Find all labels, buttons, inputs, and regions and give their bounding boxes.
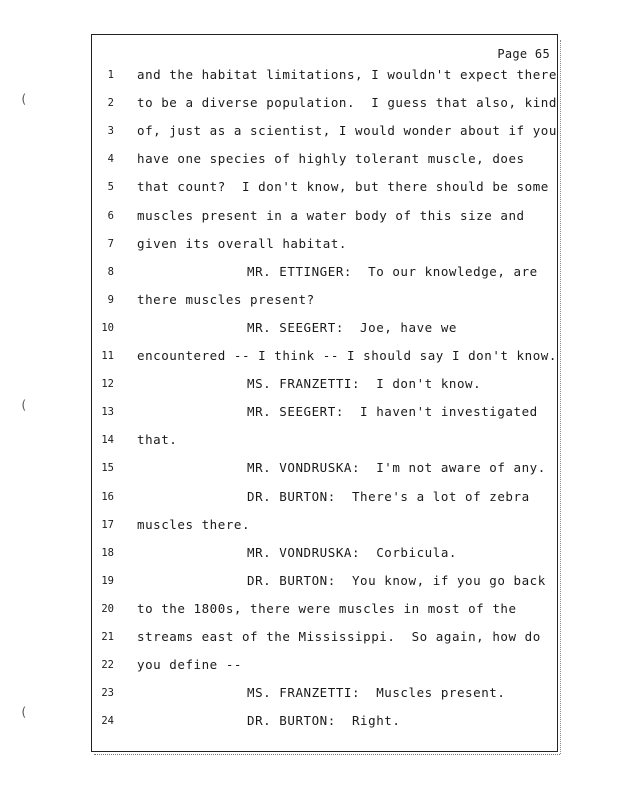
speaker-line-text: MS. FRANZETTI: Muscles present. xyxy=(247,685,506,701)
line-number: 21 xyxy=(101,631,114,643)
line-number: 7 xyxy=(107,237,114,250)
speaker-line-text: MR. SEEGERT: I haven't investigated xyxy=(247,404,538,420)
line-number: 19 xyxy=(101,574,114,587)
punch-hole-mark-middle: ( xyxy=(20,398,28,412)
line-text: that count? I don't know, but there should be some xyxy=(137,179,549,195)
line-number: 2 xyxy=(107,97,114,110)
transcript-line xyxy=(0,376,560,394)
line-number: 15 xyxy=(101,462,114,475)
line-number: 14 xyxy=(101,434,114,447)
line-number: 5 xyxy=(107,181,114,194)
line-text: of, just as a scientist, I would wonder about if you xyxy=(137,123,557,139)
line-text: to the 1800s, there were muscles in most of the xyxy=(137,600,517,616)
speaker-line-text: DR. BURTON: You know, if you go back xyxy=(247,572,546,588)
transcript-line xyxy=(0,713,560,731)
transcript-line xyxy=(0,264,560,282)
transcript-line xyxy=(0,432,560,450)
line-text: you define -- xyxy=(137,657,242,673)
transcript-line xyxy=(0,517,560,535)
speaker-line-text: DR. BURTON: There's a lot of zebra xyxy=(247,488,530,504)
line-text: encountered -- I think -- I should say I don't know. xyxy=(137,348,557,363)
line-number: 24 xyxy=(101,715,114,728)
transcript-line xyxy=(0,123,560,141)
line-text: to be a diverse population. I guess that also, kind xyxy=(137,95,557,111)
page-number: Page 65 xyxy=(497,47,550,61)
transcript-line xyxy=(0,657,560,675)
line-text: streams east of the Mississippi. So again, how do xyxy=(137,629,541,644)
line-number: 16 xyxy=(101,490,114,503)
transcript-line xyxy=(0,601,560,619)
line-number: 12 xyxy=(101,378,114,391)
page-edge-bottom xyxy=(94,754,560,756)
line-number: 3 xyxy=(107,125,114,138)
punch-hole-mark-bottom: ( xyxy=(20,705,28,719)
transcript-line xyxy=(0,545,560,563)
line-number: 6 xyxy=(107,209,114,222)
line-number: 9 xyxy=(107,293,114,306)
transcript-line xyxy=(0,573,560,591)
speaker-line-text: MR. VONDRUSKA: Corbicula. xyxy=(247,544,457,560)
line-text: muscles there. xyxy=(137,516,251,532)
line-number: 4 xyxy=(107,153,114,166)
transcript-line xyxy=(0,292,560,310)
line-number: 20 xyxy=(101,602,114,615)
line-number: 18 xyxy=(101,546,114,559)
line-text: muscles present in a water body of this size and xyxy=(137,207,525,223)
line-number: 8 xyxy=(107,265,114,278)
transcript-line xyxy=(0,685,560,703)
transcript-line xyxy=(0,208,560,226)
line-text: and the habitat limitations, I wouldn't expect there xyxy=(137,67,557,82)
transcript-line xyxy=(0,95,560,113)
line-number: 22 xyxy=(101,659,114,672)
line-number: 13 xyxy=(101,406,114,419)
transcript-line xyxy=(0,629,560,647)
speaker-line-text: MR. VONDRUSKA: I'm not aware of any. xyxy=(247,460,546,476)
transcript-line xyxy=(0,151,560,169)
transcript-line xyxy=(0,489,560,507)
speaker-line-text: DR. BURTON: Right. xyxy=(247,713,401,729)
line-number: 17 xyxy=(101,518,114,531)
speaker-line-text: MR. ETTINGER: To our knowledge, are xyxy=(247,263,538,279)
line-text: given its overall habitat. xyxy=(137,235,347,251)
line-text: there muscles present? xyxy=(137,291,315,307)
line-number: 23 xyxy=(101,687,114,700)
transcript-line xyxy=(0,460,560,478)
line-text: that. xyxy=(137,432,178,448)
line-number: 10 xyxy=(101,321,114,334)
transcript-line xyxy=(0,404,560,422)
page-edge-right xyxy=(560,40,562,754)
transcript-line xyxy=(0,320,560,338)
transcript-line xyxy=(0,179,560,197)
transcript-line xyxy=(0,236,560,254)
transcript-line xyxy=(0,67,560,85)
line-number: 11 xyxy=(101,350,114,362)
speaker-line-text: MS. FRANZETTI: I don't know. xyxy=(247,376,482,392)
speaker-line-text: MR. SEEGERT: Joe, have we xyxy=(247,319,457,335)
line-number: 1 xyxy=(107,69,114,81)
line-text: have one species of highly tolerant muscle, does xyxy=(137,151,525,167)
transcript-line xyxy=(0,348,560,366)
punch-hole-mark-top: ( xyxy=(20,92,28,106)
